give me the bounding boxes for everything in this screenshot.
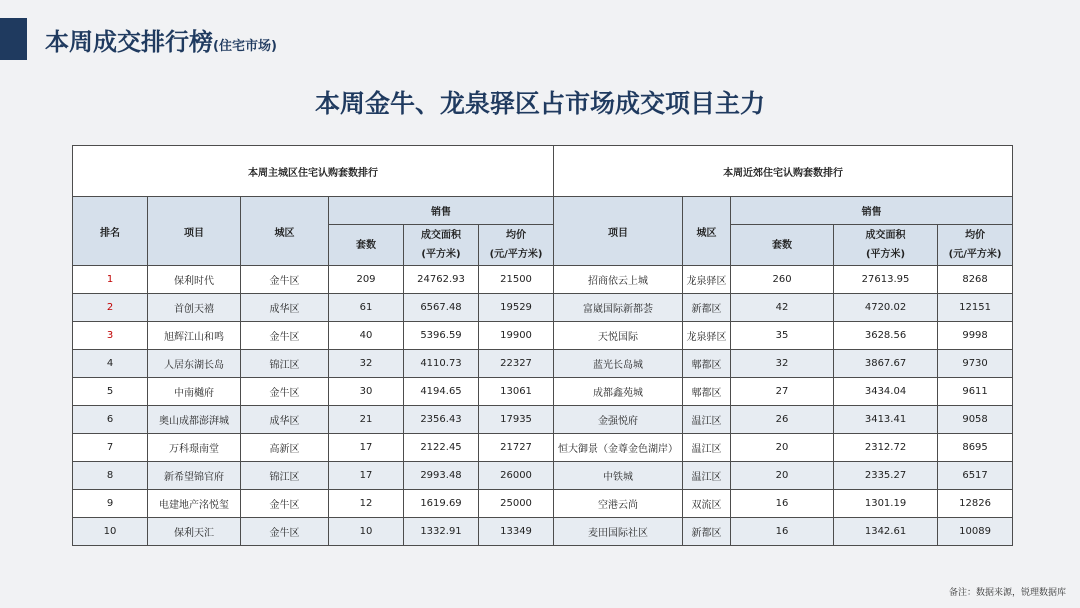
left-price-cell: 22327 <box>479 350 554 378</box>
left-area-cell: 6567.48 <box>404 294 479 322</box>
left-area-cell: 2993.48 <box>404 462 479 490</box>
right-area-cell: 3628.56 <box>834 322 938 350</box>
left-units-cell: 12 <box>329 490 404 518</box>
right-district-cell: 双流区 <box>683 490 731 518</box>
right-district-cell: 郫都区 <box>683 378 731 406</box>
header-left-district: 城区 <box>241 197 329 266</box>
table-row <box>73 266 1013 294</box>
header-left-price <box>479 225 554 266</box>
rank-cell: 10 <box>73 518 148 546</box>
left-district-cell: 金牛区 <box>241 266 329 294</box>
table-row <box>73 462 1013 490</box>
header-right-district: 城区 <box>683 197 731 266</box>
right-district-cell: 龙泉驿区 <box>683 322 731 350</box>
header-rank: 排名 <box>73 197 148 266</box>
right-project-cell: 天悦国际 <box>554 322 683 350</box>
left-units-cell: 30 <box>329 378 404 406</box>
left-project-cell: 奥山成都澎湃城 <box>148 406 241 434</box>
title-suffix: (住宅市场) <box>213 39 277 54</box>
right-units-cell: 16 <box>731 518 834 546</box>
right-table-title: 本周近郊住宅认购套数排行 <box>554 146 1013 197</box>
left-price-cell: 26000 <box>479 462 554 490</box>
headline: 本周金牛、龙泉驿区占市场成交项目主力 <box>314 89 765 118</box>
right-district-cell: 温江区 <box>683 406 731 434</box>
left-units-cell: 10 <box>329 518 404 546</box>
left-area-cell: 2122.45 <box>404 434 479 462</box>
page-title <box>45 22 277 57</box>
left-area-cell: 4110.73 <box>404 350 479 378</box>
price-label: 均价 <box>506 230 527 241</box>
left-area-cell: 5396.59 <box>404 322 479 350</box>
left-district-cell: 金牛区 <box>241 322 329 350</box>
rank-cell: 1 <box>73 266 148 294</box>
price-unit: (元/平方米) <box>489 249 543 260</box>
right-area-cell: 2312.72 <box>834 434 938 462</box>
rank-cell: 9 <box>73 490 148 518</box>
right-price-cell: 8268 <box>938 266 1013 294</box>
right-area-cell: 27613.95 <box>834 266 938 294</box>
left-district-cell: 金牛区 <box>241 518 329 546</box>
left-price-cell: 25000 <box>479 490 554 518</box>
header-left-sales: 销售 <box>329 197 554 225</box>
right-district-cell: 龙泉驿区 <box>683 266 731 294</box>
left-area-cell: 1332.91 <box>404 518 479 546</box>
left-price-cell: 13061 <box>479 378 554 406</box>
left-district-cell: 金牛区 <box>241 490 329 518</box>
header-right-project: 项目 <box>554 197 683 266</box>
rank-cell: 6 <box>73 406 148 434</box>
table-row <box>73 434 1013 462</box>
right-units-cell: 42 <box>731 294 834 322</box>
ranking-table <box>72 145 1013 546</box>
table-row <box>73 518 1013 546</box>
table-row <box>73 490 1013 518</box>
right-units-cell: 16 <box>731 490 834 518</box>
left-units-cell: 17 <box>329 434 404 462</box>
left-units-cell: 21 <box>329 406 404 434</box>
header-left-units: 套数 <box>329 225 404 266</box>
right-units-cell: 20 <box>731 462 834 490</box>
left-project-cell: 保利时代 <box>148 266 241 294</box>
left-area-cell: 4194.65 <box>404 378 479 406</box>
left-price-cell: 17935 <box>479 406 554 434</box>
right-price-cell: 12826 <box>938 490 1013 518</box>
header-right-area <box>834 225 938 266</box>
right-project-cell: 空港云尚 <box>554 490 683 518</box>
rank-cell: 3 <box>73 322 148 350</box>
right-price-cell: 9058 <box>938 406 1013 434</box>
right-area-cell: 1301.19 <box>834 490 938 518</box>
right-project-cell: 中铁城 <box>554 462 683 490</box>
left-project-cell: 中南樾府 <box>148 378 241 406</box>
right-units-cell: 35 <box>731 322 834 350</box>
right-area-cell: 2335.27 <box>834 462 938 490</box>
right-project-cell: 招商依云上城 <box>554 266 683 294</box>
footnote: 备注：数据来源，锐理数据库 <box>948 588 1066 598</box>
right-price-cell: 10089 <box>938 518 1013 546</box>
left-price-cell: 19900 <box>479 322 554 350</box>
left-project-cell: 保利天汇 <box>148 518 241 546</box>
header-left-area <box>404 225 479 266</box>
left-project-cell: 新希望锦官府 <box>148 462 241 490</box>
price-label: 均价 <box>965 230 986 241</box>
left-units-cell: 61 <box>329 294 404 322</box>
table-row <box>73 378 1013 406</box>
area-unit: (平方米) <box>865 249 906 260</box>
right-area-cell: 3413.41 <box>834 406 938 434</box>
left-district-cell: 成华区 <box>241 406 329 434</box>
header-right-sales: 销售 <box>731 197 1013 225</box>
table-row <box>73 350 1013 378</box>
rank-cell: 7 <box>73 434 148 462</box>
left-district-cell: 锦江区 <box>241 350 329 378</box>
right-units-cell: 260 <box>731 266 834 294</box>
left-price-cell: 19529 <box>479 294 554 322</box>
left-area-cell: 24762.93 <box>404 266 479 294</box>
table-row <box>73 294 1013 322</box>
right-units-cell: 20 <box>731 434 834 462</box>
right-price-cell: 9611 <box>938 378 1013 406</box>
rank-cell: 4 <box>73 350 148 378</box>
left-units-cell: 40 <box>329 322 404 350</box>
header-right-price <box>938 225 1013 266</box>
right-price-cell: 9730 <box>938 350 1013 378</box>
right-units-cell: 27 <box>731 378 834 406</box>
left-area-cell: 1619.69 <box>404 490 479 518</box>
left-project-cell: 电建地产洺悦玺 <box>148 490 241 518</box>
right-project-cell: 恒大御景（金尊金色湖岸） <box>554 434 683 462</box>
right-district-cell: 温江区 <box>683 462 731 490</box>
right-area-cell: 1342.61 <box>834 518 938 546</box>
right-project-cell: 富崴国际新都荟 <box>554 294 683 322</box>
area-unit: (平方米) <box>421 249 461 260</box>
right-district-cell: 新都区 <box>683 294 731 322</box>
right-price-cell: 12151 <box>938 294 1013 322</box>
area-label: 成交面积 <box>865 230 906 241</box>
left-project-cell: 首创天禧 <box>148 294 241 322</box>
right-project-cell: 成都鑫苑城 <box>554 378 683 406</box>
right-price-cell: 6517 <box>938 462 1013 490</box>
accent-bar <box>0 18 27 60</box>
right-units-cell: 26 <box>731 406 834 434</box>
header-left-project: 项目 <box>148 197 241 266</box>
left-project-cell: 旭辉江山和鸣 <box>148 322 241 350</box>
left-district-cell: 锦江区 <box>241 462 329 490</box>
rank-cell: 8 <box>73 462 148 490</box>
left-price-cell: 13349 <box>479 518 554 546</box>
left-price-cell: 21727 <box>479 434 554 462</box>
right-price-cell: 8695 <box>938 434 1013 462</box>
left-project-cell: 万科璟南堂 <box>148 434 241 462</box>
right-district-cell: 温江区 <box>683 434 731 462</box>
right-district-cell: 郫都区 <box>683 350 731 378</box>
left-units-cell: 209 <box>329 266 404 294</box>
right-area-cell: 3434.04 <box>834 378 938 406</box>
price-unit: (元/平方米) <box>948 249 1002 260</box>
left-area-cell: 2356.43 <box>404 406 479 434</box>
right-units-cell: 32 <box>731 350 834 378</box>
area-label: 成交面积 <box>421 230 461 241</box>
right-area-cell: 4720.02 <box>834 294 938 322</box>
left-project-cell: 人居东湖长岛 <box>148 350 241 378</box>
left-table-title: 本周主城区住宅认购套数排行 <box>73 146 554 197</box>
left-district-cell: 金牛区 <box>241 378 329 406</box>
table-row <box>73 406 1013 434</box>
left-district-cell: 成华区 <box>241 294 329 322</box>
right-project-cell: 蓝光长岛城 <box>554 350 683 378</box>
header-right-units: 套数 <box>731 225 834 266</box>
right-area-cell: 3867.67 <box>834 350 938 378</box>
right-price-cell: 9998 <box>938 322 1013 350</box>
rank-cell: 5 <box>73 378 148 406</box>
left-units-cell: 32 <box>329 350 404 378</box>
left-units-cell: 17 <box>329 462 404 490</box>
table-row <box>73 322 1013 350</box>
rank-cell: 2 <box>73 294 148 322</box>
left-district-cell: 高新区 <box>241 434 329 462</box>
title-main: 本周成交排行榜 <box>45 28 213 56</box>
right-project-cell: 金强悦府 <box>554 406 683 434</box>
right-project-cell: 麦田国际社区 <box>554 518 683 546</box>
left-price-cell: 21500 <box>479 266 554 294</box>
right-district-cell: 新都区 <box>683 518 731 546</box>
